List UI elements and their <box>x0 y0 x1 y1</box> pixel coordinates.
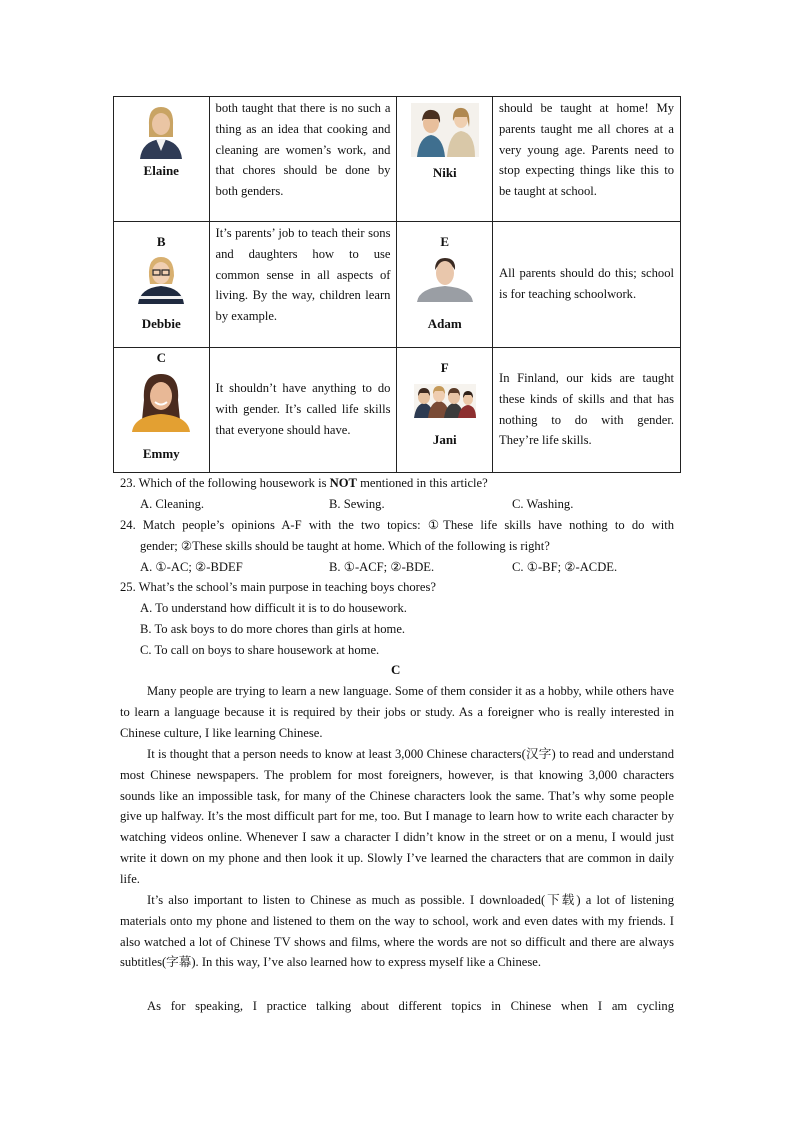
question-stem: gender; ②These skills should be taught at home. Which of the following is right? <box>140 539 550 553</box>
passage-paragraph <box>120 996 674 1017</box>
person-cell-adam <box>397 222 493 348</box>
section-heading: C <box>391 662 401 677</box>
person-name: Niki <box>432 165 457 180</box>
option-b[interactable]: B. ①-ACF; ②-BDE. <box>329 560 435 574</box>
table-row <box>114 222 681 348</box>
person-name: Jani <box>432 432 457 447</box>
option-a[interactable]: A. Cleaning. <box>140 497 205 511</box>
person-cell-niki <box>397 97 493 222</box>
option-c[interactable]: C. Washing. <box>512 497 574 511</box>
opinion-text: should be taught at home! My parents taught me all chores at a very young age. Parents need to stop expecting things like this to be taught at school. <box>493 97 681 222</box>
passage-paragraph <box>120 681 674 743</box>
option-c[interactable]: C. ①-BF; ②-ACDE. <box>512 560 618 574</box>
option-b[interactable]: B. To ask boys to do more chores than girls at home. <box>140 622 406 636</box>
paragraph-text: It’s also important to listen to Chinese as much as possible. I downloaded(下载) a lot of listening materials onto my phone and listened to them on the way to school, work and even dates with my friends. I also watched a lot of Chinese TV shows and films, where the words are not so difficult and there are always subtitles(字幕). In this way, I’ve also learned how to express myself like a Chinese. <box>120 893 674 970</box>
person-cell-debbie <box>114 222 210 348</box>
paragraph-text: Many people are trying to learn a new language. Some of them consider it as a hobby, while others have to learn a language because it is required by their jobs or study. As a foreigner who is really interested in Chinese culture, I like learning Chinese. <box>120 684 674 740</box>
option-c[interactable]: C. To call on boys to share housework at home. <box>140 643 380 657</box>
opinions-table <box>113 96 681 473</box>
option-a[interactable]: A. To understand how difficult it is to do housework. <box>140 601 407 615</box>
stem-emphasis: NOT <box>329 476 357 490</box>
question-stem <box>120 473 488 494</box>
emmy-photo <box>130 370 192 432</box>
paragraph-text: It is thought that a person needs to know at least 3,000 Chinese characters(汉字) to read and understand most Chinese newspapers. The problem for most foreigners, however, is that knowing 3,000 characters sounds like an impossible task, for many of the Chinese characters look the same. That’s why some people give up halfway. It’s the most difficult part for me, too. But I manage to learn how to write each character by watching videos online. Whenever I saw a character I didn’t know in the street or on a menu, I would just write it down on my phone and then look it up. Slowly I’ve learned the characters that are common in daily life. <box>120 747 674 886</box>
opinion-text: In Finland, our kids are taught these kinds of skills and that has nothing to do with gender. They’re life skills. <box>493 348 681 473</box>
question-stem: 24. Match people’s opinions A-F with the two topics: ①These life skills have nothing to do with <box>120 518 674 532</box>
person-cell-elaine <box>114 97 210 222</box>
option-a[interactable]: A. ①-AC; ②-BDEF <box>140 560 243 574</box>
person-letter: F <box>440 360 449 375</box>
jani-photo <box>414 384 476 418</box>
passage-paragraph <box>120 890 674 973</box>
person-name: Adam <box>427 316 462 331</box>
opinion-text: All parents should do this; school is for teaching schoolwork. <box>493 222 681 348</box>
person-letter: C <box>156 350 166 365</box>
stem-text: mentioned in this article? <box>356 476 488 490</box>
table-row <box>114 348 681 473</box>
table-row <box>114 97 681 222</box>
person-name: Emmy <box>142 446 180 461</box>
elaine-photo <box>132 101 190 159</box>
option-b[interactable]: B. Sewing. <box>329 497 385 511</box>
person-cell-jani <box>397 348 493 473</box>
question-stem: 25. What’s the school’s main purpose in teaching boys chores? <box>120 580 436 594</box>
niki-photo <box>411 103 479 157</box>
paragraph-text: As for speaking, I practice talking about different topics in Chinese when I am cycling <box>147 999 674 1013</box>
opinion-text: both taught that there is no such a thing as an idea that cooking and cleaning are women’s work, and that chores should be done by both genders. <box>209 97 397 222</box>
person-name: Elaine <box>143 163 179 178</box>
person-letter: E <box>440 234 450 249</box>
person-letter: B <box>156 234 166 249</box>
opinion-text: It shouldn’t have anything to do with gender. It’s called life skills that everyone should have. <box>209 348 397 473</box>
passage-paragraph <box>120 744 674 890</box>
adam-photo <box>413 258 477 302</box>
person-name: Debbie <box>141 316 181 331</box>
person-cell-emmy <box>114 348 210 473</box>
opinion-text: It’s parents’ job to teach their sons and daughters how to use common sense in all aspects of living. By the way, children learn by example. <box>209 222 397 348</box>
debbie-photo <box>132 254 190 304</box>
stem-text: 23. Which of the following housework is <box>120 476 330 490</box>
